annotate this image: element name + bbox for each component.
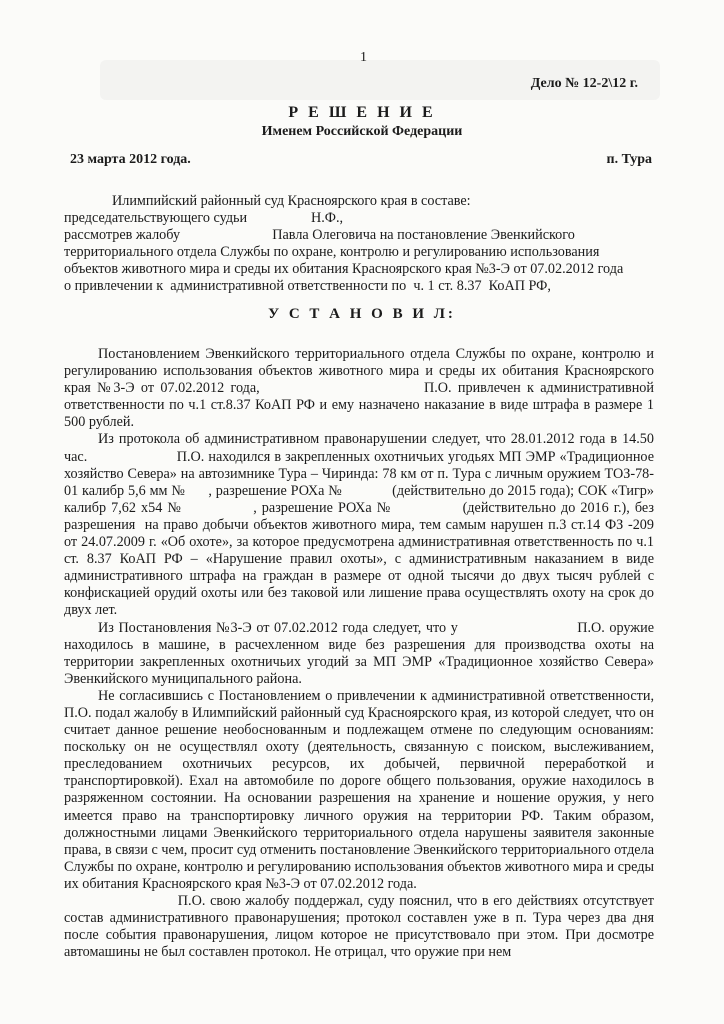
section-title: У С Т А Н О В И Л: [268, 306, 456, 322]
case-number: Дело № 12-2\12 г. [530, 76, 638, 91]
intro-line: рассмотрев жалобу Павла Олеговича на постановление Эвенкийского [64, 227, 575, 244]
intro-line: Илимпийский районный суд Красноярского края в составе: [112, 193, 471, 209]
paragraph: Из Постановления №3-Э от 07.02.2012 года следует, что у П.О. оружие находилось в машине, в расчехленном виде без разрешения для производства охоты на территории закрепленных охотничьих угодий за МП ЭМР «Традиционное хозяйство Севера» Эвенкийского муниципального района. [64, 619, 658, 687]
intro-line: территориального отдела Службы по охране, контролю и регулированию использования [64, 244, 600, 261]
decision-date: 23 марта 2012 года. [70, 152, 191, 167]
document-subtitle: Именем Российской Федерации [261, 124, 463, 139]
intro-line: о привлечении к административной ответственности по ч. 1 ст. 8.37 КоАП РФ, [64, 278, 551, 295]
paragraph: Не согласившись с Постановлением о привлечении к административной ответственности, П.О. подал жалобу в Илимпийский районный суд Красноярского края, из которой следует, что он считает данное решение необоснованным и подлежащем отмене по следующим основаниям: поскольку он не осуществлял охоту (деятельность, связанную с поиском, выслеживанием, преследованием охотничьих ресурсов, их добычей, первичной переработкой и транспортировкой). Ехал на автомобиле по дороге общего пользования, оружие находилось в разряженном состоянии. На основании разрешения на хранение и ношение оружия, у него имеется право на транспортировку личного оружия на территории РФ. Таким образом, должностными лицами Эвенкийского территориального отдела нарушены заявителя законные права, в связи с чем, просит суд отменить постановление Эвенкийского территориального отдела Службы по охране, контролю и регулированию использования объектов животного мира и среды их обитания Красноярского края №3-Э от 07.02.2012 года. [64, 687, 718, 892]
page-number: 1 [360, 50, 367, 65]
paragraph: Из протокола об административном правонарушении следует, что 28.01.2012 года в 14.50 час. П.О. находился в закрепленных охотничьих угодьях МП ЭМР «Традиционное хозяйство Севера» на автозимнике Тура – Чиринда: 78 км от п. Тура с личным оружием ТОЗ-78-01 калибр 5,6 мм № , разрешение РОХа № (действительно до 2015 года); СОК «Тигр» калибр 7,62 х54 № , разрешение РОХа № (действительно до 2016 г.), без разрешения на право добычи объектов животного мира, тем самым нарушен п.3 ст.14 ФЗ -209 от 24.07.2009 г. «Об охоте», за которое предусмотрена административная ответственность по ч.1 ст. 8.37 КоАП РФ – «Нарушение правил охоты», с административным наказанием в виде административного штрафа на граждан в размере от одной тысячи до двух тысяч рублей с конфискацией орудий охоты или без таковой или лишение права осуществлять охоту на срок до двух лет. [64, 431, 662, 619]
paragraph: Постановлением Эвенкийского территориального отдела Службы по охране, контролю и регулированию использования объектов животного мира и среды их обитания Красноярского края №3-Э от 07.02.2012 года, П.О. привлечен к административной ответственности по ч.1 ст.8.37 КоАП РФ и ему назначено наказание в виде штрафа в размере 1 500 рублей. [64, 346, 658, 431]
paragraph: П.О. свою жалобу поддержал, суду пояснил, что в его действиях отсутствует состав административного правонарушения; протокол составлен уже в п. Тура через два дня после события правонарушения, лицом которое не присутствовало при этом. При досмотре автомашины не был составлен протокол. Не отрицал, что оружие при нем [64, 893, 658, 961]
intro-block [64, 193, 654, 296]
document-title: Р Е Ш Е Н И Е [288, 104, 436, 121]
intro-line: председательствующего судьи Н.Ф., [64, 210, 344, 227]
decision-place: п. Тура [606, 152, 652, 167]
intro-line: объектов животного мира и среды их обитания Красноярского края №3-Э от 07.02.2012 года [64, 261, 624, 278]
body-text [64, 346, 718, 961]
